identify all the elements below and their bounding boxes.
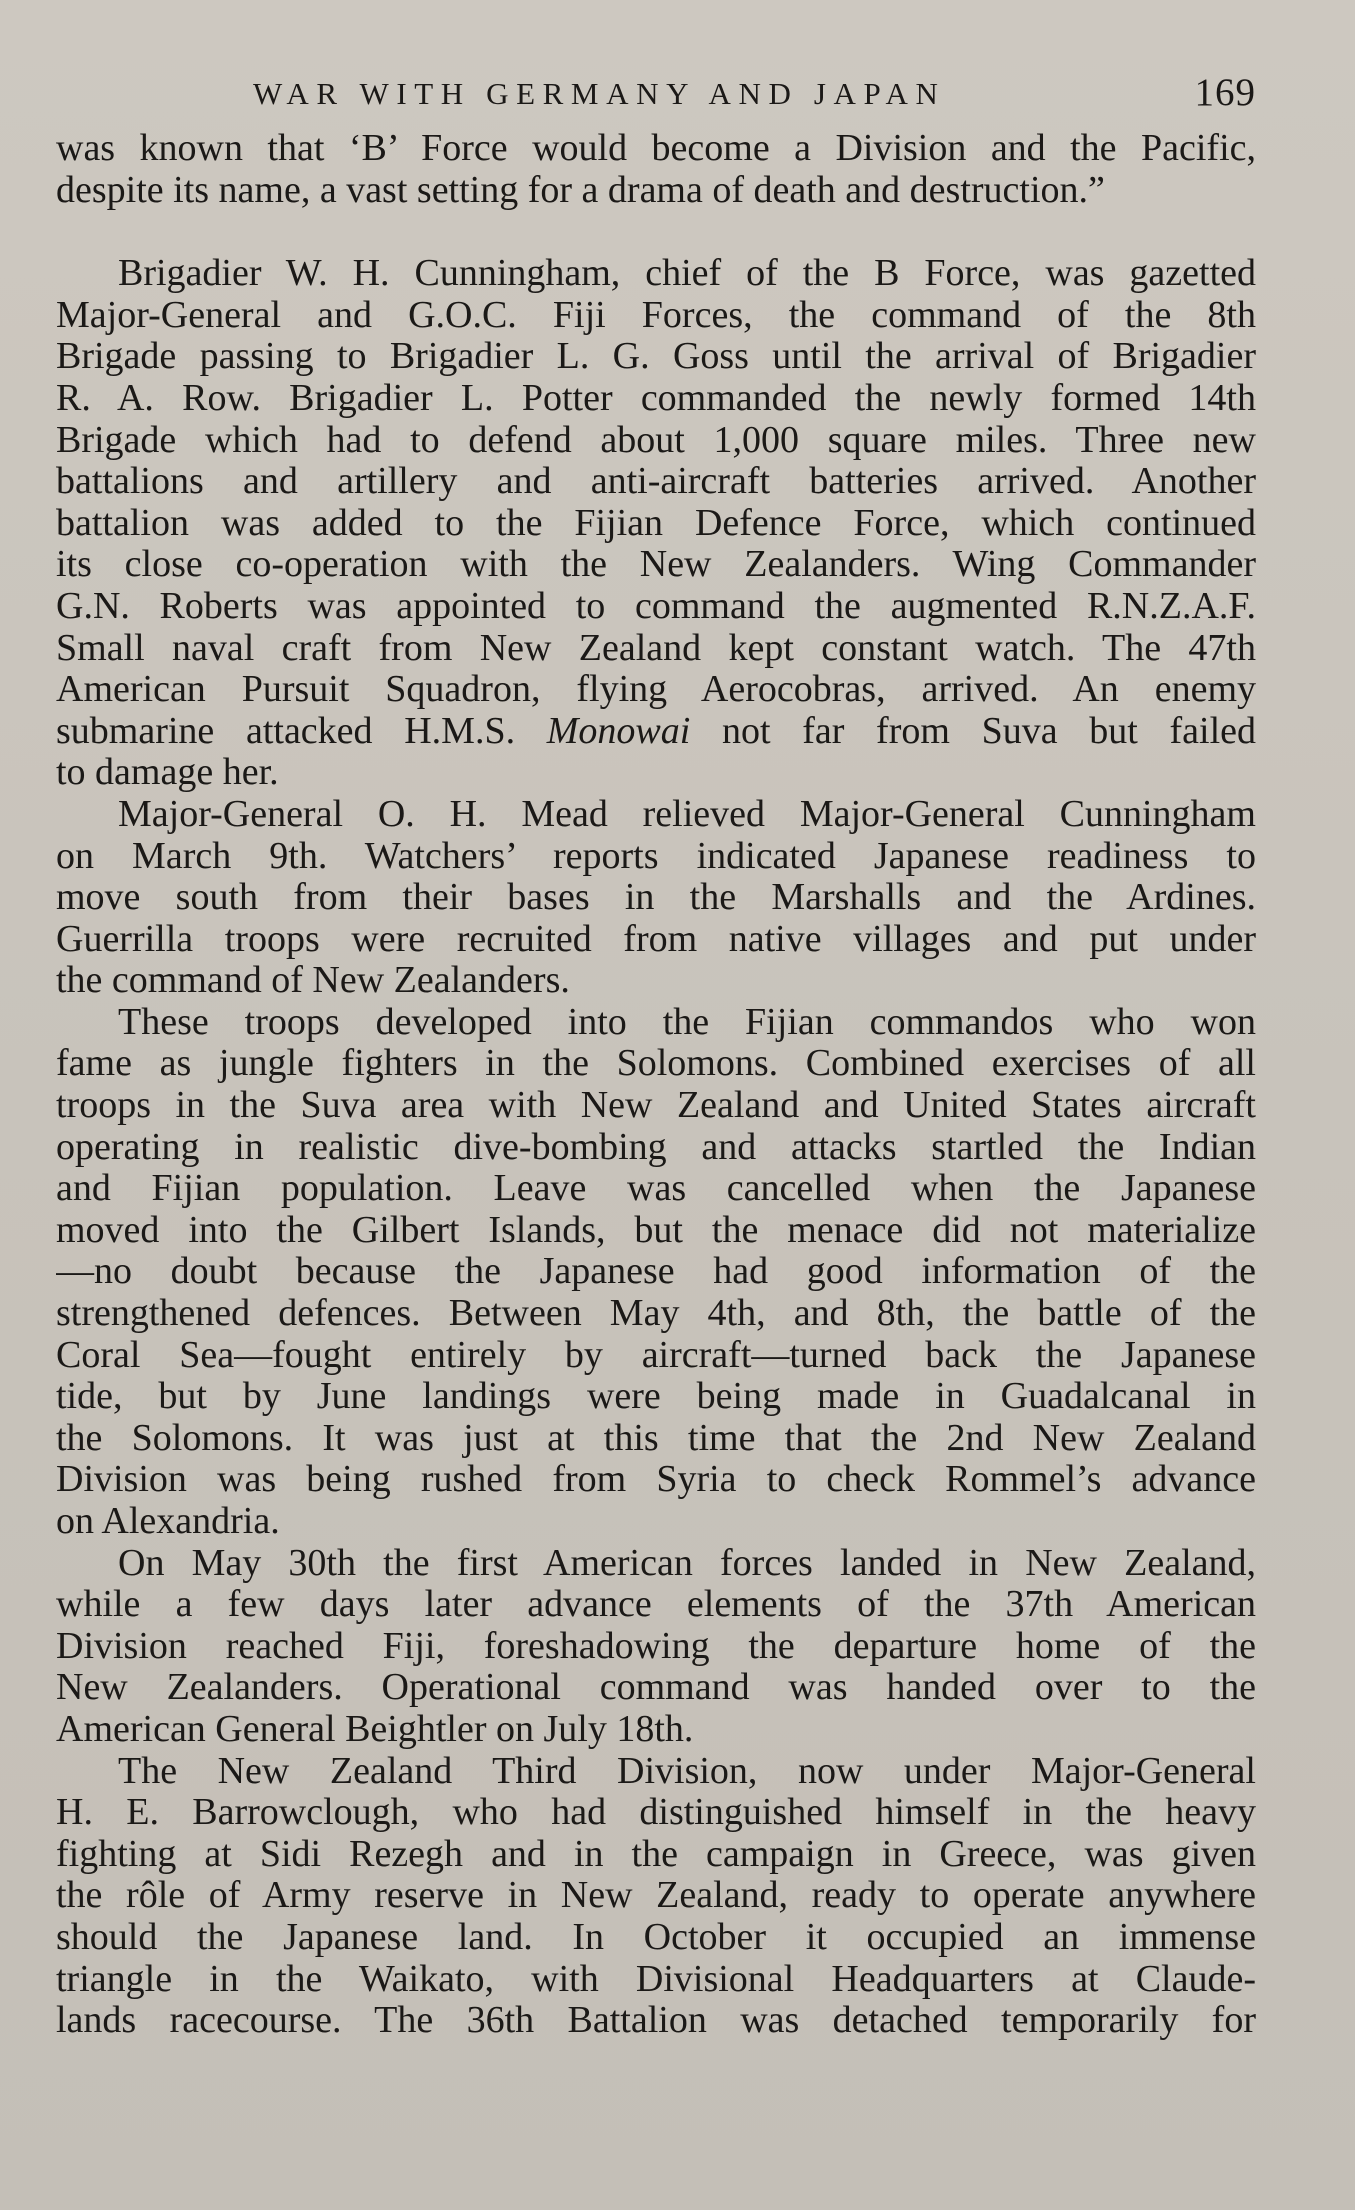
text-line: American Pursuit Squadron, flying Aerocobras, arrived. An enemy: [56, 669, 1256, 711]
text-line: tide, but by June landings were being made in Guadalcanal in: [56, 1376, 1256, 1418]
text-line: R. A. Row. Brigadier L. Potter commanded the newly formed 14th: [56, 377, 1256, 419]
text-line: —no doubt because the Japanese had good information of the: [56, 1251, 1256, 1293]
text-line: The New Zealand Third Division, now under Major-General: [118, 1750, 1256, 1792]
text-line: Major-General O. H. Mead relieved Major-General Cunningham: [118, 793, 1256, 835]
text-line: Major-General and G.O.C. Fiji Forces, the command of the 8th: [56, 294, 1256, 336]
paragraph-cunningham: [56, 253, 1256, 794]
text-line: while a few days later advance elements of the 37th American: [56, 1584, 1256, 1626]
text-line: American General Beightler on July 18th.: [56, 1708, 694, 1750]
running-head: WAR WITH GERMANY AND JAPAN: [253, 76, 946, 111]
text-line: Small naval craft from New Zealand kept constant watch. The 47th: [56, 627, 1256, 669]
text-line: triangle in the Waikato, with Divisional Headquarters at Claude-: [56, 1958, 1256, 2000]
text-line: moved into the Gilbert Islands, but the menace did not materialize: [56, 1209, 1256, 1251]
text-line: On May 30th the first American forces landed in New Zealand,: [118, 1542, 1256, 1584]
text-line: on March 9th. Watchers’ reports indicated Japanese readiness to: [56, 835, 1256, 877]
text-line: fighting at Sidi Rezegh and in the campaign in Greece, was given: [56, 1833, 1256, 1875]
page-header: [56, 70, 1256, 120]
text-line: Division was being rushed from Syria to check Rommel’s advance: [56, 1459, 1256, 1501]
text-line: on Alexandria.: [56, 1501, 280, 1542]
text-line: operating in realistic dive-bombing and attacks startled the Indian: [56, 1126, 1256, 1168]
paragraph-mead: [56, 794, 1256, 1002]
text-line: battalions and artillery and anti-aircraft batteries arrived. Another: [56, 461, 1256, 503]
paragraph-third-division: [56, 1751, 1256, 2042]
text-line: was known that ‘B’ Force would become a Division and the Pacific,: [56, 128, 1256, 169]
text-line-ship: [56, 711, 1256, 753]
text-fragment: submarine attacked H.M.S.: [56, 710, 547, 752]
text-line: the Solomons. It was just at this time that the 2nd New Zealand: [56, 1417, 1256, 1459]
text-line: the rôle of Army reserve in New Zealand, ready to operate anywhere: [56, 1875, 1256, 1917]
text-line: Division reached Fiji, foreshadowing the departure home of the: [56, 1625, 1256, 1667]
text-line: and Fijian population. Leave was cancelled when the Japanese: [56, 1168, 1256, 1210]
text-line: Guerrilla troops were recruited from native villages and put under: [56, 918, 1256, 960]
text-line: New Zealanders. Operational command was handed over to the: [56, 1667, 1256, 1709]
text-line: Coral Sea—fought entirely by aircraft—turned back the Japanese: [56, 1334, 1256, 1376]
ship-name: Monowai: [546, 710, 691, 752]
text-line: battalion was added to the Fijian Defence Force, which continued: [56, 502, 1256, 544]
text-line: the command of New Zealanders.: [56, 960, 570, 1002]
text-line: Brigade which had to defend about 1,000 square miles. Three new: [56, 419, 1256, 461]
text-line: H. E. Barrowclough, who had distinguished himself in the heavy: [56, 1792, 1256, 1834]
text-line: Brigade passing to Brigadier L. G. Goss until the arrival of Brigadier: [56, 336, 1256, 378]
text-fragment: not far from Suva but failed: [690, 710, 1256, 752]
text-line: should the Japanese land. In October it occupied an immense: [56, 1916, 1256, 1958]
text-line: G.N. Roberts was appointed to command the augmented R.N.Z.A.F.: [56, 585, 1256, 627]
paragraph-commandos: [56, 1002, 1256, 1543]
paragraph-american-forces: [56, 1543, 1256, 1751]
page-number: 169: [1194, 71, 1256, 114]
text-line: despite its name, a vast setting for a drama of death and destruction.”: [56, 169, 1105, 211]
paragraph-continuation: [56, 128, 1256, 211]
text-line: troops in the Suva area with New Zealand and United States aircraft: [56, 1085, 1256, 1127]
text-line: fame as jungle fighters in the Solomons. Combined exercises of all: [56, 1043, 1256, 1085]
text-line: its close co-operation with the New Zealanders. Wing Commander: [56, 544, 1256, 586]
body-text: [56, 128, 1256, 2042]
text-line: to damage her.: [56, 752, 279, 794]
text-line: move south from their bases in the Marshalls and the Ardines.: [56, 877, 1256, 919]
section-gap: [56, 211, 1256, 253]
text-line: strengthened defences. Between May 4th, and 8th, the battle of the: [56, 1293, 1256, 1335]
text-line: Brigadier W. H. Cunningham, chief of the B Force, was gazetted: [118, 253, 1256, 295]
text-line: These troops developed into the Fijian commandos who won: [118, 1001, 1256, 1043]
text-line: lands racecourse. The 36th Battalion was detached temporarily for: [56, 2000, 1256, 2042]
